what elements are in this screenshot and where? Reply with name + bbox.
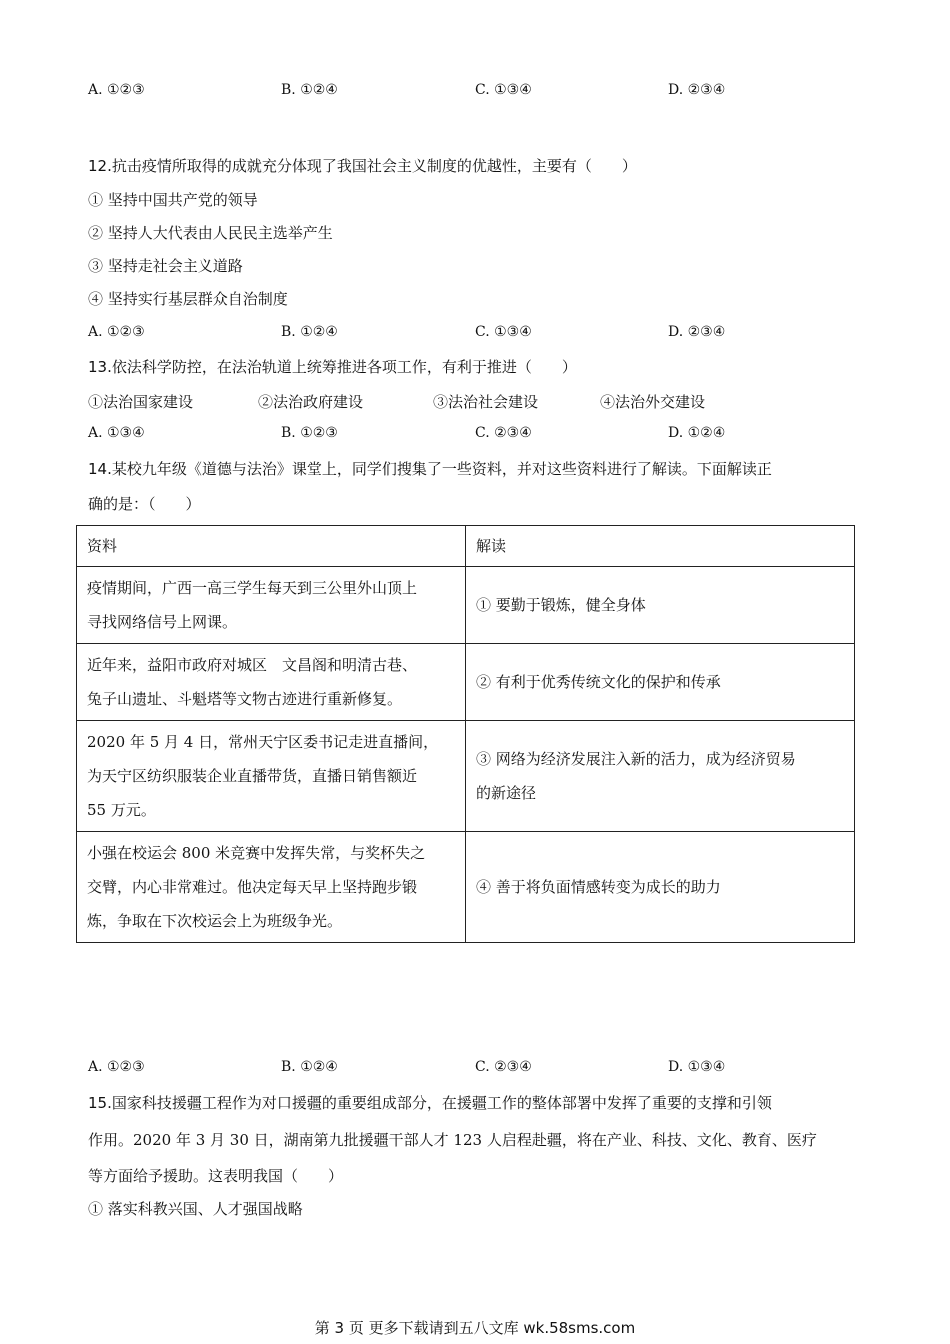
- material-line: 疫情期间，广西一高三学生每天到三公里外山顶上: [87, 579, 418, 597]
- q13-stem: [88, 357, 577, 377]
- reading-line: ② 有利于优秀传统文化的保护和传承: [476, 673, 721, 691]
- q11-option-a: A. ①②③: [88, 82, 145, 98]
- material-line: 55 万元。: [87, 801, 156, 819]
- reading-line: ④ 善于将负面情感转变为成长的助力: [476, 878, 721, 896]
- q14-option-a: A. ①②③: [88, 1059, 145, 1075]
- q12-option-c: C. ①③④: [475, 324, 532, 340]
- q13-option-b: B. ①②③: [281, 425, 338, 441]
- reading-cell: [466, 644, 855, 721]
- q14-option-d: D. ①③④: [668, 1059, 726, 1075]
- q12-number: 12.: [88, 157, 112, 175]
- reading-cell: [466, 567, 855, 644]
- material-line: 交臂，内心非常难过。他决定每天早上坚持跑步锻: [87, 878, 418, 896]
- material-line: 为天宁区纺织服装企业直播带货，直播日销售额近: [87, 767, 418, 785]
- q14-option-b: B. ①②④: [281, 1059, 338, 1075]
- q11-option-d: D. ②③④: [668, 82, 726, 98]
- q14-stem-line-2: 确的是：（ ）: [88, 495, 201, 513]
- q12-options: [88, 324, 788, 344]
- q13-item-3: ③法治社会建设: [433, 393, 539, 411]
- q12-item-1: ① 坚持中国共产党的领导: [88, 191, 258, 209]
- q14-stem-line-1: [88, 459, 772, 479]
- reading-line: 的新途径: [476, 784, 537, 802]
- reading-line: ① 要勤于锻炼，健全身体: [476, 596, 646, 614]
- q11-option-b: B. ①②④: [281, 82, 338, 98]
- q14-options: [88, 1059, 788, 1079]
- q12-stem-text: 抗击疫情所取得的成就充分体现了我国社会主义制度的优越性，主要有（ ）: [111, 157, 637, 175]
- q13-option-c: C. ②③④: [475, 425, 532, 441]
- reading-cell: [466, 832, 855, 943]
- q14-table: [76, 525, 855, 943]
- table-row: [77, 567, 855, 644]
- table-header-row: [77, 526, 855, 567]
- q15-stem-line-3: 等方面给予援助。这表明我国（ ）: [88, 1167, 344, 1185]
- q11-option-c: C. ①③④: [475, 82, 532, 98]
- q15-stem-line-1: [88, 1093, 772, 1113]
- material-line: 小强在校运会 800 米竞赛中发挥失常，与奖杯失之: [87, 844, 426, 862]
- table-header-reading: 解读: [466, 526, 855, 567]
- table-row: [77, 644, 855, 721]
- q13-item-2: ②法治政府建设: [258, 393, 364, 411]
- material-line: 兔子山遗址、斗魁塔等文物古迹进行重新修复。: [87, 690, 403, 708]
- q12-option-d: D. ②③④: [668, 324, 726, 340]
- q14-option-c: C. ②③④: [475, 1059, 532, 1075]
- q13-options: [88, 425, 788, 445]
- material-line: 2020 年 5 月 4 日，常州天宁区委书记走进直播间，: [87, 733, 439, 751]
- q13-items: [88, 391, 788, 411]
- q15-stem-line-2: 作用。2020 年 3 月 30 日，湖南第九批援疆干部人才 123 人启程赴疆，将在产业、科技、文化、教育、医疗: [88, 1131, 817, 1149]
- material-cell: [77, 567, 466, 644]
- reading-cell: [466, 721, 855, 832]
- q13-number: 13.: [88, 358, 112, 376]
- q12-item-4: ④ 坚持实行基层群众自治制度: [88, 290, 288, 308]
- reading-line: ③ 网络为经济发展注入新的活力，成为经济贸易: [476, 750, 796, 768]
- q15-item-1: ① 落实科教兴国、人才强国战略: [88, 1200, 303, 1218]
- q12-stem: [88, 156, 637, 176]
- page-footer: 第 3 页 更多下载请到五八文库 wk.58sms.com: [314, 1319, 636, 1337]
- q13-item-4: ④法治外交建设: [600, 393, 706, 411]
- material-line: 寻找网络信号上网课。: [87, 613, 238, 631]
- q11-options: [88, 82, 788, 102]
- q14-number: 14.: [88, 460, 112, 478]
- q13-stem-text: 依法科学防控，在法治轨道上统筹推进各项工作，有利于推进（ ）: [111, 358, 577, 376]
- material-cell: [77, 644, 466, 721]
- material-cell: [77, 832, 466, 943]
- q14-stem-text-1: 某校九年级《道德与法治》课堂上，同学们搜集了一些资料，并对这些资料进行了解读。下面解读正: [111, 460, 772, 478]
- q12-item-2: ② 坚持人大代表由人民民主选举产生: [88, 224, 333, 242]
- q13-option-d: D. ①②④: [668, 425, 726, 441]
- table-row: [77, 832, 855, 943]
- q13-option-a: A. ①③④: [88, 425, 145, 441]
- q12-item-3: ③ 坚持走社会主义道路: [88, 257, 243, 275]
- table-row: [77, 721, 855, 832]
- table-header-material: 资料: [77, 526, 466, 567]
- q13-item-1: ①法治国家建设: [88, 393, 194, 411]
- q15-number: 15.: [88, 1094, 112, 1112]
- material-cell: [77, 721, 466, 832]
- material-line: 炼，争取在下次校运会上为班级争光。: [87, 912, 343, 930]
- q12-option-a: A. ①②③: [88, 324, 145, 340]
- q15-stem-text-1: 国家科技援疆工程作为对口援疆的重要组成部分，在援疆工作的整体部署中发挥了重要的支撑和引领: [111, 1094, 772, 1112]
- q12-option-b: B. ①②④: [281, 324, 338, 340]
- material-line: 近年来，益阳市政府对城区 文昌阁和明清古巷、: [87, 656, 418, 674]
